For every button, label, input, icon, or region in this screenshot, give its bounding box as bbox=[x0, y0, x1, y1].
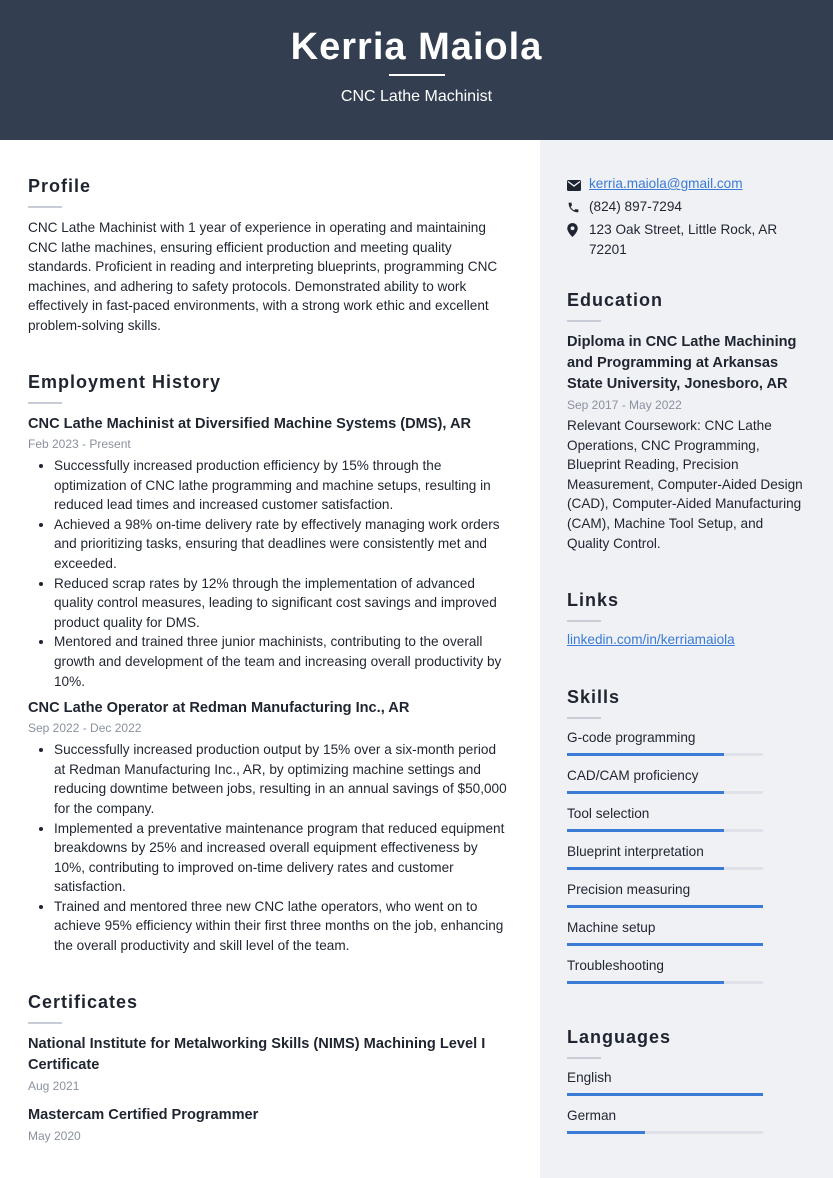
contact-phone-row bbox=[567, 197, 807, 220]
certificate-date: Aug 2021 bbox=[28, 1079, 80, 1093]
degree-title: Diploma in CNC Lathe Machining and Programming at Arkansas State University, Jonesboro, AR bbox=[567, 334, 797, 392]
section-title: Links bbox=[567, 590, 620, 610]
section-title: Languages bbox=[567, 1027, 672, 1047]
languages-section bbox=[567, 1027, 807, 1145]
job-title: CNC Lathe Operator at Redman Manufacturing Inc., AR bbox=[28, 700, 410, 717]
section-divider bbox=[567, 620, 601, 622]
education-coursework: Relevant Coursework: CNC Lathe Operations, CNC Programming, Blueprint Reading, Precision Measurement, Computer-Aided Design (CAD), Computer-Aided Manufacturing (CAM), Machine Tool Setup, and Quality Control. bbox=[567, 418, 803, 551]
education-section bbox=[567, 290, 807, 553]
skill-item bbox=[567, 805, 807, 843]
bullet-item: Achieved a 98% on-time delivery rate by effectively managing work orders and prioritizing tasks, ensuring that deadlines were consistently met and exceeded. bbox=[54, 515, 508, 574]
section-title: Profile bbox=[28, 176, 92, 196]
profile-text: CNC Lathe Machinist with 1 year of experience in operating and maintaining CNC lathe machines, ensuring efficient production and meeting quality standards. Proficient in reading and interpreting blueprints, programming CNC machines, and adhering to safety protocols. Demonstrated ability to work effectively in fast-paced environments, with a strong work ethic and excellent problem-solving skills. bbox=[28, 220, 498, 333]
contact-address-row bbox=[567, 220, 807, 260]
contact-block bbox=[567, 174, 807, 260]
section-divider bbox=[28, 402, 62, 404]
skill-item bbox=[567, 843, 807, 881]
language-item bbox=[567, 1069, 807, 1107]
skill-level-bar bbox=[567, 981, 763, 984]
skill-item bbox=[567, 767, 807, 805]
section-title: Education bbox=[567, 290, 664, 310]
skill-level-bar bbox=[567, 905, 763, 908]
bullet-item: Successfully increased production efficiency by 15% through the optimization of CNC lathe programming and machine setups, resulting in reduced lead times and increased customer satisfaction. bbox=[54, 456, 508, 515]
skill-item bbox=[567, 729, 807, 767]
skill-level-fill bbox=[567, 981, 724, 984]
job-date: Feb 2023 - Present bbox=[28, 437, 131, 451]
skill-name: Blueprint interpretation bbox=[567, 844, 704, 859]
section-divider bbox=[28, 1022, 62, 1024]
certificate-title: National Institute for Metalworking Skills (NIMS) Machining Level I Certificate bbox=[28, 1036, 486, 1073]
education-date: Sep 2017 - May 2022 bbox=[567, 398, 682, 412]
language-level-bar bbox=[567, 1093, 763, 1096]
phone-icon bbox=[567, 197, 589, 220]
certificate-entry bbox=[28, 1034, 498, 1095]
links-section bbox=[567, 590, 807, 650]
skill-level-fill bbox=[567, 791, 724, 794]
contact-email-row bbox=[567, 174, 807, 197]
candidate-title: CNC Lathe Machinist bbox=[340, 88, 493, 105]
address-text: 123 Oak Street, Little Rock, AR 72201 bbox=[589, 222, 778, 257]
envelope-icon bbox=[567, 174, 589, 197]
skill-item bbox=[567, 881, 807, 919]
skill-item bbox=[567, 919, 807, 957]
resume-header bbox=[0, 0, 833, 140]
employment-section bbox=[28, 372, 508, 956]
section-divider bbox=[567, 717, 601, 719]
skill-name: CAD/CAM proficiency bbox=[567, 768, 699, 783]
skills-list bbox=[567, 729, 807, 995]
skill-item bbox=[567, 957, 807, 995]
section-divider bbox=[567, 320, 601, 322]
candidate-name: Kerria Maiola bbox=[290, 26, 543, 68]
bullet-item: Mentored and trained three junior machinists, contributing to the overall growth and development of the team and increasing overall productivity by 10%. bbox=[54, 632, 508, 691]
header-divider bbox=[389, 74, 445, 76]
section-title: Skills bbox=[567, 687, 621, 707]
skill-name: Tool selection bbox=[567, 806, 650, 821]
section-divider bbox=[28, 206, 62, 208]
bullet-item: Implemented a preventative maintenance program that reduced equipment breakdowns by 25% and increased overall equipment effectiveness by 10%, contributing to improved on-time delivery rates and customer satisfaction. bbox=[54, 819, 508, 897]
skill-level-fill bbox=[567, 753, 724, 756]
skill-level-bar bbox=[567, 791, 763, 794]
skill-level-bar bbox=[567, 943, 763, 946]
skill-level-fill bbox=[567, 867, 724, 870]
email-link[interactable]: kerria.maiola@gmail.com bbox=[589, 176, 743, 191]
job-title: CNC Lathe Machinist at Diversified Machine Systems (DMS), AR bbox=[28, 416, 472, 432]
job-bullets bbox=[54, 456, 508, 691]
job-entry bbox=[28, 414, 508, 691]
bullet-item: Trained and mentored three new CNC lathe operators, who went on to achieve 95% efficiency within their first three months on the job, enhancing the overall productivity and skill level of the team. bbox=[54, 897, 508, 956]
section-divider bbox=[567, 1057, 601, 1059]
skill-level-bar bbox=[567, 867, 763, 870]
certificate-entry bbox=[28, 1105, 508, 1145]
bullet-item: Successfully increased production output by 15% over a six-month period at Redman Manufacturing Inc., AR, by optimizing machine settings and reducing downtime between jobs, resulting in an annual savings of $50,000 for the company. bbox=[54, 740, 508, 818]
skill-level-fill bbox=[567, 829, 724, 832]
skill-level-fill bbox=[567, 905, 763, 908]
bullet-item: Reduced scrap rates by 12% through the implementation of advanced quality control measures, leading to significant cost savings and improved product quality for DMS. bbox=[54, 574, 508, 633]
language-item bbox=[567, 1107, 807, 1145]
language-name: German bbox=[567, 1108, 617, 1123]
skill-name: Troubleshooting bbox=[567, 958, 664, 973]
section-title: Certificates bbox=[28, 992, 139, 1012]
language-level-fill bbox=[567, 1131, 645, 1134]
job-entry bbox=[28, 698, 508, 956]
languages-list bbox=[567, 1069, 807, 1145]
linkedin-link[interactable]: linkedin.com/in/kerriamaiola bbox=[567, 632, 735, 647]
language-name: English bbox=[567, 1070, 612, 1085]
skill-name: Machine setup bbox=[567, 920, 656, 935]
job-bullets bbox=[54, 740, 508, 956]
skill-name: G-code programming bbox=[567, 730, 696, 745]
certificates-section bbox=[28, 992, 508, 1145]
skill-level-fill bbox=[567, 943, 763, 946]
skills-section bbox=[567, 687, 807, 995]
skill-level-bar bbox=[567, 753, 763, 756]
job-date: Sep 2022 - Dec 2022 bbox=[28, 721, 142, 736]
certificate-date: May 2020 bbox=[28, 1129, 81, 1143]
language-level-fill bbox=[567, 1093, 763, 1096]
map-pin-icon bbox=[567, 220, 589, 243]
language-level-bar bbox=[567, 1131, 763, 1134]
profile-section bbox=[28, 176, 508, 336]
phone-number: (824) 897-7294 bbox=[589, 199, 682, 214]
section-title: Employment History bbox=[28, 372, 222, 392]
skill-level-bar bbox=[567, 829, 763, 832]
skill-name: Precision measuring bbox=[567, 882, 691, 897]
certificate-title: Mastercam Certified Programmer bbox=[28, 1107, 259, 1123]
